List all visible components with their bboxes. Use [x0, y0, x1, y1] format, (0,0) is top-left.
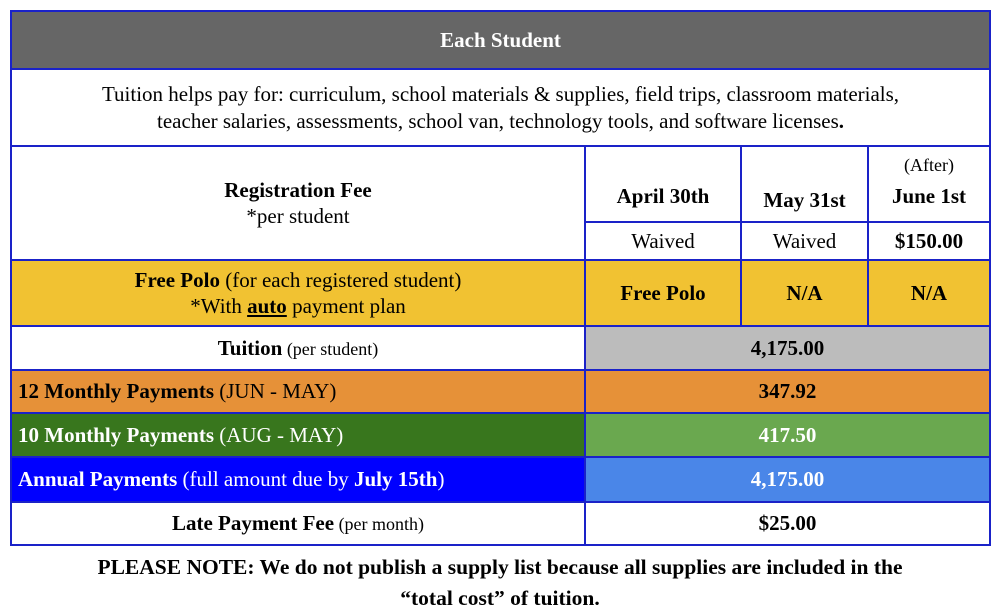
- annual-amount: 4,175.00: [585, 457, 990, 502]
- polo-june-1: N/A: [868, 260, 990, 326]
- auto-emphasis: auto: [247, 294, 287, 318]
- polo-row: [11, 260, 990, 326]
- monthly-10-label: 10 Monthly Payments: [18, 422, 214, 447]
- monthly-12-row: [11, 370, 990, 413]
- deadline-june-1: June 1st: [891, 183, 967, 208]
- registration-fee-sublabel: *per student: [246, 204, 350, 228]
- polo-line2-pre: *With: [190, 294, 248, 318]
- tuition-row: [11, 326, 990, 370]
- monthly-10-row: [11, 413, 990, 457]
- tuition-description: [11, 69, 990, 146]
- fee-table: [10, 10, 991, 546]
- monthly-12-amount: 347.92: [585, 370, 990, 413]
- supply-note: [0, 552, 1000, 614]
- table-title: Each Student: [11, 11, 990, 69]
- registration-label-cell: [11, 146, 585, 260]
- polo-line2-post: payment plan: [286, 294, 406, 318]
- tuition-note: (per student): [282, 338, 379, 359]
- late-fee-label: Late Payment Fee: [171, 511, 335, 536]
- annual-label: Annual Payments: [18, 467, 178, 492]
- supply-note-line-2: “total cost” of tuition.: [400, 586, 600, 610]
- deadline-april-30: April 30th: [585, 146, 741, 222]
- monthly-10-note: (AUG - MAY): [214, 422, 344, 447]
- fee-june-1: $150.00: [868, 222, 990, 260]
- annual-note-post: ): [437, 467, 445, 492]
- supply-note-line-1: PLEASE NOTE: We do not publish a supply list because all supplies are included in the: [97, 555, 903, 579]
- deadline-june-1-cell: [868, 146, 990, 222]
- fee-may-31: Waived: [741, 222, 868, 260]
- monthly-12-label: 12 Monthly Payments: [18, 379, 214, 404]
- annual-label-cell: [11, 457, 585, 502]
- polo-label-cell: [11, 260, 585, 326]
- intro-line-2: teacher salaries, assessments, school van, technology tools, and software licenses: [157, 108, 839, 133]
- free-polo-note: (for each registered student): [219, 267, 462, 292]
- late-fee-row: [11, 502, 990, 545]
- registration-fee-label: Registration Fee: [224, 177, 372, 202]
- after-label: (After): [904, 155, 954, 176]
- registration-row-top: [11, 146, 990, 222]
- late-fee-label-cell: [11, 502, 585, 545]
- intro-line-1: Tuition helps pay for: curriculum, school materials & supplies, field trips, classroom materials,: [101, 82, 900, 107]
- tuition-amount: 4,175.00: [585, 326, 990, 370]
- monthly-12-label-cell: [11, 370, 585, 413]
- deadline-may-31: May 31st: [741, 146, 868, 222]
- intro-row: [11, 69, 990, 146]
- annual-note-pre: (full amount due by: [177, 467, 354, 492]
- polo-april-30: Free Polo: [585, 260, 741, 326]
- annual-row: [11, 457, 990, 502]
- late-fee-note: (per month): [334, 514, 425, 535]
- tuition-label-cell: [11, 326, 585, 370]
- tuition-label: Tuition: [217, 335, 283, 360]
- polo-may-31: N/A: [741, 260, 868, 326]
- late-fee-amount: $25.00: [585, 502, 990, 545]
- annual-due-date: July 15th: [354, 467, 438, 492]
- free-polo-label: Free Polo: [134, 267, 220, 292]
- monthly-10-amount: 417.50: [585, 413, 990, 457]
- monthly-12-note: (JUN - MAY): [214, 379, 337, 404]
- fee-april-30: Waived: [585, 222, 741, 260]
- monthly-10-label-cell: [11, 413, 585, 457]
- intro-line-2-end: .: [838, 108, 844, 133]
- table-header-row: [11, 11, 990, 69]
